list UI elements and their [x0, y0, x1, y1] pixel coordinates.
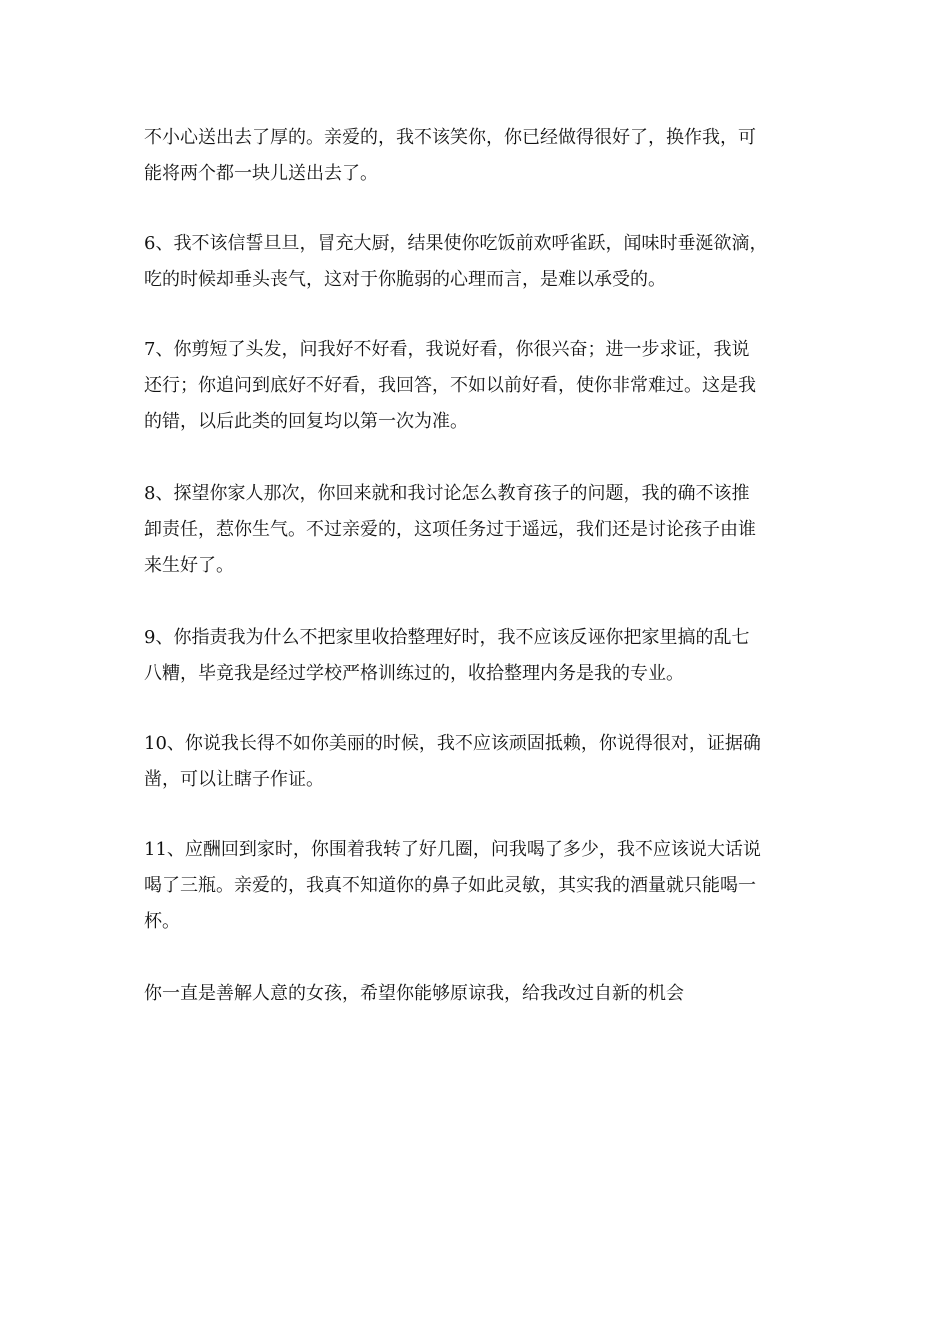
paragraph-closing [144, 976, 816, 1012]
text-line: 不小心送出去了厚的。亲爱的，我不该笑你，你已经做得很好了，换作我，可 [144, 127, 756, 148]
text-line: 6、我不该信誓旦旦，冒充大厨，结果使你吃饭前欢呼雀跃，闻味时垂涎欲滴， [144, 233, 768, 254]
text-line: 11、应酬回到家时，你围着我转了好几圈，问我喝了多少，我不应该说大话说 [144, 839, 761, 860]
paragraph-item-6 [144, 226, 816, 298]
paragraph-item-9 [144, 620, 816, 692]
text-line: 你一直是善解人意的女孩，希望你能够原谅我，给我改过自新的机会 [144, 983, 684, 1004]
text-line: 八糟，毕竟我是经过学校严格训练过的，收拾整理内务是我的专业。 [144, 663, 684, 684]
text-line: 吃的时候却垂头丧气，这对于你脆弱的心理而言，是难以承受的。 [144, 269, 666, 290]
paragraph-item-7 [144, 332, 816, 440]
text-line: 卸责任，惹你生气。不过亲爱的，这项任务过于遥远，我们还是讨论孩子由谁 [144, 519, 756, 540]
text-line: 杯。 [144, 911, 180, 932]
text-line: 凿，可以让瞎子作证。 [144, 769, 324, 790]
text-line: 喝了三瓶。亲爱的，我真不知道你的鼻子如此灵敏，其实我的酒量就只能喝一 [144, 875, 756, 896]
paragraph-continuation [144, 120, 816, 192]
text-line: 的错，以后此类的回复均以第一次为准。 [144, 411, 468, 432]
paragraph-item-8 [144, 476, 816, 584]
text-line: 能将两个都一块儿送出去了。 [144, 163, 378, 184]
text-line: 10、你说我长得不如你美丽的时候，我不应该顽固抵赖，你说得很对，证据确 [144, 733, 761, 754]
text-line: 还行；你追问到底好不好看，我回答，不如以前好看，使你非常难过。这是我 [144, 375, 756, 396]
text-line: 来生好了。 [144, 555, 234, 576]
text-line: 9、你指责我为什么不把家里收拾整理好时，我不应该反诬你把家里搞的乱七 [144, 627, 750, 648]
paragraph-item-10 [144, 726, 816, 798]
text-line: 7、你剪短了头发，问我好不好看，我说好看，你很兴奋；进一步求证，我说 [144, 339, 750, 360]
text-line: 8、探望你家人那次，你回来就和我讨论怎么教育孩子的问题，我的确不该推 [144, 483, 750, 504]
paragraph-item-11 [144, 832, 816, 940]
